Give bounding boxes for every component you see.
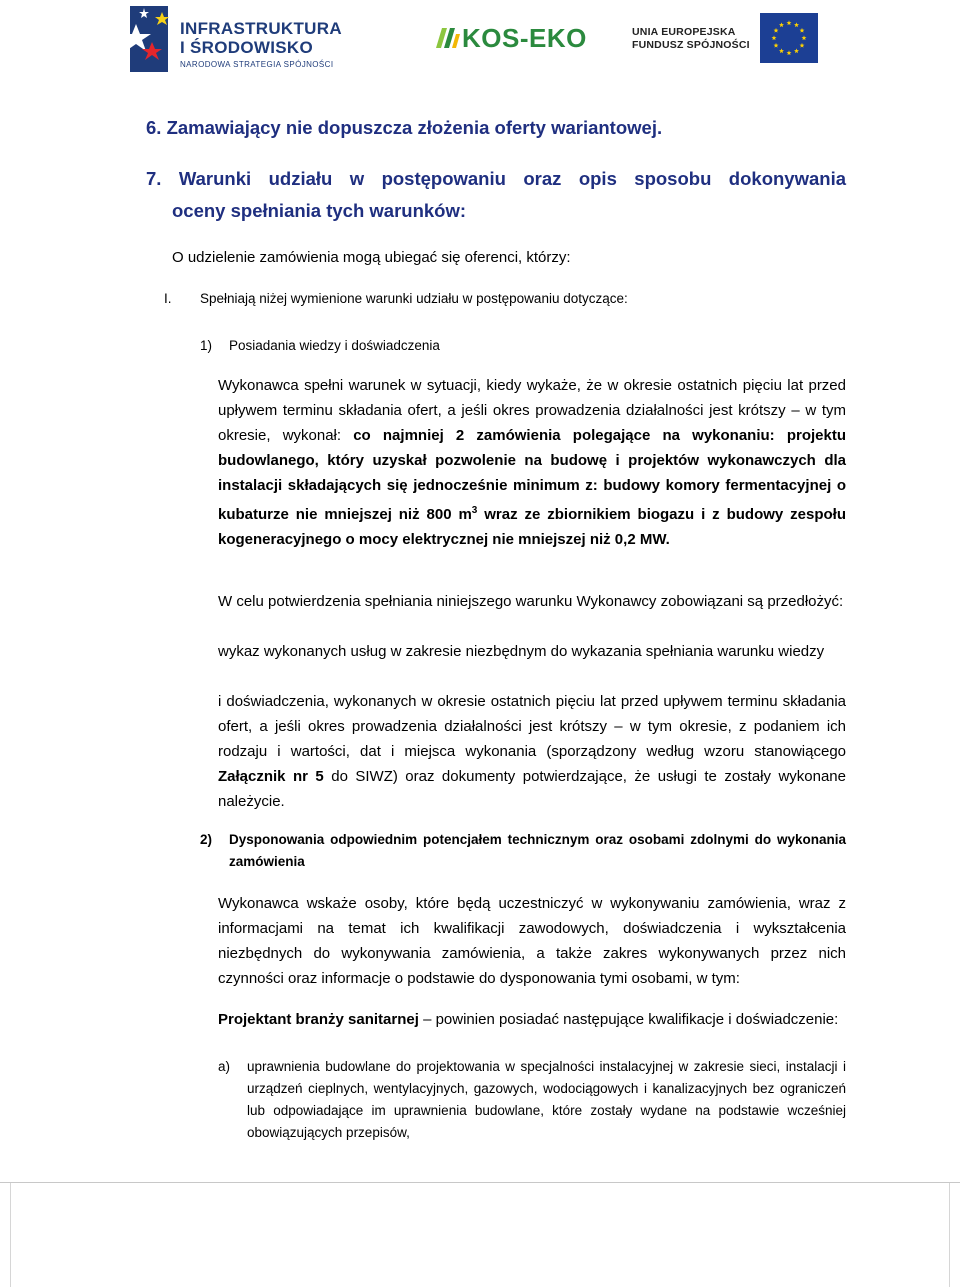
logo-kos-text: KOS-EKO [462, 23, 587, 53]
logo-is-line1: INFRASTRUKTURA [180, 19, 342, 38]
item-2-role-paragraph [218, 1007, 846, 1032]
item-1-paragraph-2b: wykaz wykonanych usług w zakresie niezbędnym do wykazania spełniania warunku wiedzy [218, 643, 825, 660]
section-7-intro: O udzielenie zamówienia mogą ubiegać się oferenci, którzy: [172, 249, 571, 266]
logo-infrastruktura-srodowisko [122, 4, 347, 74]
item-2-label: 2) [200, 832, 213, 847]
item-2-sub-a-label: a) [218, 1059, 231, 1074]
item-1-para1-sup: 3 [471, 505, 478, 516]
logo-is-line2: I ŚRODOWISKO [180, 38, 313, 57]
item-1-para2c-text2: do SIWZ) oraz dokumenty potwierdzające, że usługi te zostały wykonane należycie. [218, 768, 846, 810]
section-7-heading-line2: oceny spełniania tych warunków: [172, 200, 467, 221]
section-7-heading-line1: 7. Warunki udziału w postępowaniu oraz opis sposobu dokonywania [146, 168, 846, 189]
page-edge-left [10, 1183, 11, 1287]
item-1-para2c-text1: i doświadczenia, wykonanych w okresie ostatnich pięciu lat przed upływem terminu składania ofert, a jeśli okres prowadzenia działalności jest krótszy – w tym okresie, z podaniem ich rodzaju i wartości, dat i miejsca wykonania (sporządzony według wzoru stanowiącego [218, 693, 846, 760]
item-1-para1-bold: co najmniej 2 zamówienia polegające na wykonaniu: projektu budowlanego, który uzyskał pozwolenie na budowę i projektów wykonawczych dla instalacji składających się jednocześnie minimum z: budowy komory fermentacyjnej o kubaturze nie mniejszej niż 800 m [218, 427, 846, 523]
page-separator [0, 1182, 960, 1183]
item-2-paragraph-1: Wykonawca wskaże osoby, które będą uczestniczyć w wykonywaniu zamówienia, wraz z informacjami na temat ich kwalifikacji zawodowych, doświadczenia i wykształcenia niezbędnych do wykonywania zamówienia, a także zakres wykonywanych przez nich czynności oraz informacje o podstawie do dysponowania tymi osobami, w tym: [218, 895, 846, 987]
logo-is-line3: NARODOWA STRATEGIA SPÓJNOŚCI [180, 60, 334, 69]
item-1-para1-bold2: wraz ze zbiornikiem biogazu i z budowy zespołu kogeneracyjnego o mocy elektrycznej nie mniejszej niż 0,2 MW. [218, 506, 846, 548]
item-2-role-title: Projektant branży sanitarnej [218, 1011, 419, 1028]
item-1-label: 1) [200, 338, 213, 353]
section-6-heading: 6. Zamawiający nie dopuszcza złożenia oferty wariantowej. [146, 117, 663, 138]
eu-flag-icon [760, 13, 818, 63]
logo-kos-eko [434, 23, 587, 53]
item-1-paragraph-2a: W celu potwierdzenia spełniania niniejszego warunku Wykonawcy zobowiązani są przedłożyć: [218, 593, 844, 610]
item-1-paragraph-2c [218, 689, 846, 814]
item-2-title: Dysponowania odpowiednim potencjałem technicznym oraz osobami zdolnymi do wykonania zamówienia [229, 832, 846, 869]
item-1-para1-plain: Wykonawca spełni warunek w sytuacji, kiedy wykaże, że w okresie ostatnich pięciu lat przed upływem terminu składania ofert, a jeśli okres prowadzenia działalności jest krótszy – w tym okresie, wykonał: [218, 377, 846, 444]
part-1-label: I. [164, 291, 172, 306]
logo-ue-line2: FUNDUSZ SPÓJNOŚCI [632, 39, 750, 51]
logo-ue-line1: UNIA EUROPEJSKA [632, 26, 736, 38]
item-2-sub-a-text: uprawnienia budowlane do projektowania w specjalności instalacyjnej w zakresie sieci, instalacji i urządzeń cieplnych, wentylacyjnych, gazowych, wodociągowych i kanalizacyjnych bez ograniczeń lub odpowiadające im uprawnienia budowlane, które zostały wydane na podstawie wcześniej obowiązujących przepisów, [247, 1059, 846, 1140]
logo-unia-europejska [626, 12, 818, 64]
item-1-paragraph-1 [218, 373, 846, 552]
page-edge-right [949, 1183, 950, 1287]
item-1-attachment-ref: Załącznik nr 5 [218, 768, 324, 785]
item-2-role-text: – powinien posiadać następujące kwalifikacje i doświadczenie: [418, 1011, 839, 1028]
part-1-text: Spełniają niżej wymienione warunki udziału w postępowaniu dotyczące: [200, 291, 628, 306]
header-logos [0, 0, 960, 80]
item-1-title: Posiadania wiedzy i doświadczenia [229, 338, 440, 353]
kos-eko-leaf-icon [434, 26, 460, 50]
star-emblem-icon [122, 4, 178, 74]
